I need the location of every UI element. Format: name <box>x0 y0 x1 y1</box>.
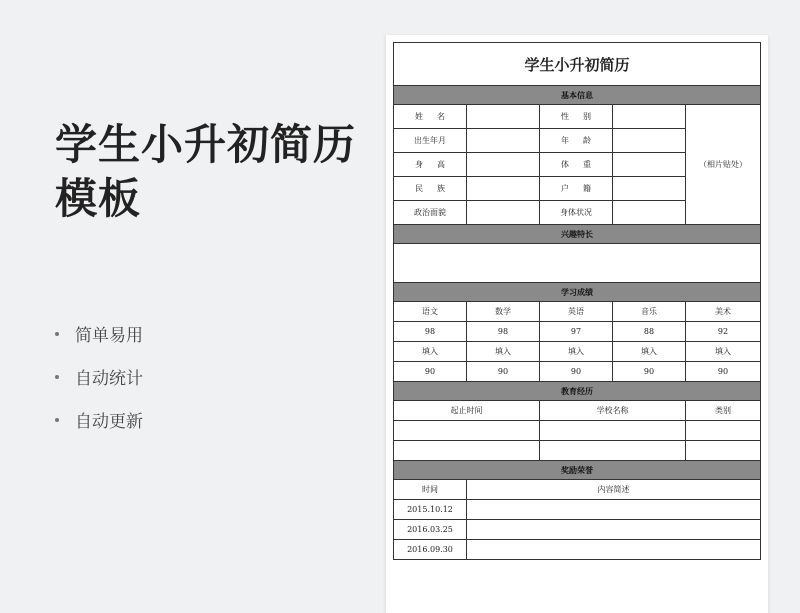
feature-label: 自动统计 <box>75 369 143 389</box>
bullet-icon <box>55 375 59 379</box>
label-gender: 性别 <box>540 105 613 129</box>
section-grades: 学习成绩 <box>394 283 761 302</box>
resume-document <box>393 42 760 560</box>
award-content-field[interactable] <box>467 520 761 540</box>
hukou-field[interactable] <box>613 177 686 201</box>
table-row <box>394 441 761 461</box>
subject-header: 数学 <box>467 302 540 322</box>
bullet-icon <box>55 332 59 336</box>
award-date[interactable]: 2016.03.25 <box>394 520 467 540</box>
label-health: 身体状况 <box>540 201 613 225</box>
section-education: 教育经历 <box>394 382 761 401</box>
grade-cell[interactable]: 90 <box>613 362 686 382</box>
grade-cell[interactable]: 97 <box>540 322 613 342</box>
feature-item <box>55 312 143 355</box>
section-awards: 奖励荣誉 <box>394 461 761 480</box>
subject-header: 英语 <box>540 302 613 322</box>
award-header-date: 时间 <box>394 480 467 500</box>
section-basic-info: 基本信息 <box>394 86 761 105</box>
edu-header-school: 学校名称 <box>540 401 686 421</box>
award-content-field[interactable] <box>467 540 761 560</box>
table-row <box>394 500 761 520</box>
health-field[interactable] <box>613 201 686 225</box>
section-hobbies: 兴趣特长 <box>394 225 761 244</box>
label-height: 身高 <box>394 153 467 177</box>
gender-field[interactable] <box>613 105 686 129</box>
grade-cell[interactable]: 填入 <box>467 342 540 362</box>
grade-cell[interactable]: 88 <box>613 322 686 342</box>
promo-title: 学生小升初简历模板 <box>55 120 357 223</box>
table-row <box>394 421 761 441</box>
label-ethnicity: 民族 <box>394 177 467 201</box>
label-birth: 出生年月 <box>394 129 467 153</box>
edu-school-field[interactable] <box>540 441 686 461</box>
feature-item <box>55 398 143 441</box>
award-header-content: 内容简述 <box>467 480 761 500</box>
grade-cell[interactable]: 填入 <box>394 342 467 362</box>
edu-type-field[interactable] <box>686 441 761 461</box>
birth-field[interactable] <box>467 129 540 153</box>
edu-period-field[interactable] <box>394 441 540 461</box>
photo-placeholder[interactable]: （相片贴处） <box>686 105 761 225</box>
feature-item <box>55 355 143 398</box>
award-date[interactable]: 2016.09.30 <box>394 540 467 560</box>
resume-sheet <box>386 35 768 613</box>
label-political: 政治面貌 <box>394 201 467 225</box>
grade-cell[interactable]: 98 <box>467 322 540 342</box>
label-weight: 体重 <box>540 153 613 177</box>
label-hukou: 户籍 <box>540 177 613 201</box>
bullet-icon <box>55 418 59 422</box>
grade-row <box>394 322 761 342</box>
grade-cell[interactable]: 90 <box>467 362 540 382</box>
subject-header: 音乐 <box>613 302 686 322</box>
edu-type-field[interactable] <box>686 421 761 441</box>
age-field[interactable] <box>613 129 686 153</box>
grade-cell[interactable]: 98 <box>394 322 467 342</box>
height-field[interactable] <box>467 153 540 177</box>
grade-cell[interactable]: 填入 <box>613 342 686 362</box>
subject-header: 语文 <box>394 302 467 322</box>
label-age: 年龄 <box>540 129 613 153</box>
grade-cell[interactable]: 90 <box>394 362 467 382</box>
label-name: 姓名 <box>394 105 467 129</box>
feature-list <box>55 312 143 441</box>
grade-cell[interactable]: 填入 <box>686 342 761 362</box>
award-content-field[interactable] <box>467 500 761 520</box>
name-field[interactable] <box>467 105 540 129</box>
resume-table <box>393 42 761 560</box>
edu-school-field[interactable] <box>540 421 686 441</box>
table-row <box>394 540 761 560</box>
hobbies-field[interactable] <box>394 244 761 283</box>
edu-header-period: 起止时间 <box>394 401 540 421</box>
grade-cell[interactable]: 填入 <box>540 342 613 362</box>
promo-panel <box>55 118 365 226</box>
grade-cell[interactable]: 90 <box>686 362 761 382</box>
feature-label: 自动更新 <box>75 412 143 432</box>
edu-period-field[interactable] <box>394 421 540 441</box>
table-row <box>394 520 761 540</box>
political-field[interactable] <box>467 201 540 225</box>
award-date[interactable]: 2015.10.12 <box>394 500 467 520</box>
grade-row <box>394 362 761 382</box>
grade-cell[interactable]: 92 <box>686 322 761 342</box>
edu-header-type: 类别 <box>686 401 761 421</box>
resume-title: 学生小升初简历 <box>394 43 761 86</box>
feature-label: 简单易用 <box>75 326 143 346</box>
grade-row <box>394 342 761 362</box>
grade-cell[interactable]: 90 <box>540 362 613 382</box>
subject-header: 美术 <box>686 302 761 322</box>
ethnicity-field[interactable] <box>467 177 540 201</box>
weight-field[interactable] <box>613 153 686 177</box>
